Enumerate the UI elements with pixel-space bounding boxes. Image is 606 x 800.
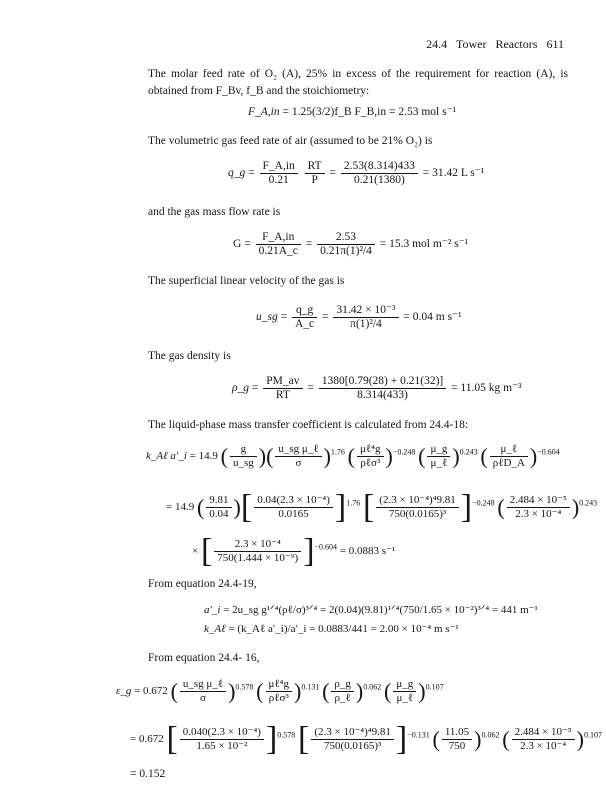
denominator: 0.21 — [260, 173, 298, 187]
numerator: PM_av — [266, 375, 300, 387]
denominator: ρ_ℓ — [331, 691, 354, 705]
fraction — [180, 678, 226, 705]
paragraph-eq-24-4-16: From equation 24.4- 16, — [148, 652, 260, 664]
equation-density: ρ_g = $\frac{PM\_av}{RT}$ = $\frac{1380[0.79(28) + 0.21(32)]}{8.314(433)}$ = 11.05 kg m⁻³ — [232, 375, 522, 401]
fraction — [180, 726, 264, 753]
numerator: 9.81 — [209, 494, 229, 506]
fraction — [333, 304, 398, 331]
fraction — [512, 726, 575, 753]
fraction — [206, 494, 231, 521]
numerator: (2.3 × 10⁻⁴)⁴9.81 — [379, 494, 456, 506]
denominator: 2.3 × 10⁻⁴ — [507, 507, 570, 521]
equation-kla-general: k_Aℓ a′_i = 14.9 ( $\frac{g}{u\_sg}$ )( $\frac{\text{u\_sg μ\_ℓ}}{\sigma}$ )$^{1.76}$ ( $\frac{\text{μℓ⁴g}}{\text{ρℓσ³}}$ )$^{-0.248}$ ( $\frac{\mu\_g}{\text{μ\_ℓ}}$ )$^{0.243}$ ( $\frac{\text{μ\_ℓ}}{\text{ρℓD\_A}}$ )$^{-0.604}$ — [146, 443, 560, 469]
exponent: −0.248 — [472, 498, 495, 508]
exponent: 0.107 — [425, 682, 444, 692]
numerator: u_sg μ_ℓ — [182, 678, 224, 690]
numerator: 2.3 × 10⁻⁴ — [234, 538, 281, 550]
fraction — [230, 443, 257, 470]
numerator: 2.484 × 10⁻⁵ — [514, 726, 572, 738]
eq-lhs: F_A,in — [248, 106, 280, 118]
denominator: 0.21(1380) — [341, 173, 418, 187]
eq-rhs: = (k_Aℓ a′_i)/a′_i = 0.0883/441 = 2.00 × 10⁻⁴ m s⁻¹ — [228, 623, 459, 635]
exponent: −0.604 — [537, 447, 560, 457]
equation-holdup-result: = 0.152 — [130, 768, 166, 780]
numerator: 2.53 — [335, 231, 357, 243]
numerator: 0.04(2.3 × 10⁻⁴) — [257, 494, 330, 506]
paragraph-feed-rate: The molar feed rate of O₂ (A), 25% in excess of the requirement for reaction (A), is obtained from F_Bv, f_B and the stoichiometry: — [148, 68, 568, 97]
numerator: 2.53(8.314)433 — [343, 160, 415, 172]
numerator: 0.040(2.3 × 10⁻⁴) — [182, 726, 261, 738]
eq-coef: = 14.9 — [166, 501, 195, 514]
paragraph-mass-flow: and the gas mass flow rate is — [148, 206, 281, 218]
paragraph-eq-24-4-19: From equation 24.4-19, — [148, 578, 257, 590]
eq-lhs: q_g — [228, 167, 246, 180]
fraction — [266, 678, 293, 705]
numerator: μℓ⁴g — [360, 443, 381, 455]
numerator: 1380[0.79(28) + 0.21(32)] — [321, 375, 444, 387]
numerator: 31.42 × 10⁻³ — [336, 304, 396, 316]
fraction — [317, 231, 375, 258]
fraction — [214, 538, 301, 565]
fraction — [490, 443, 528, 470]
eq-result: = 11.05 kg m⁻³ — [451, 382, 522, 395]
fraction — [275, 443, 321, 470]
eq-lhs: k_Aℓ — [204, 623, 226, 635]
header-title: Tower Reactors — [455, 37, 538, 51]
equation-velocity: u_sg = $\frac{q\_g}{A\_c}$ = $\frac{\text{31.42 × 10⁻³}}{\text{π(1)²/4}}$ = 0.04 m s⁻¹ — [256, 304, 462, 330]
paragraph-kla: The liquid-phase mass transfer coefficient is calculated from 24.4-18: — [148, 419, 469, 431]
denominator: 2.3 × 10⁻⁴ — [512, 739, 575, 753]
eq-lhs: ε_g — [116, 685, 132, 698]
eq-rhs: = 2u_sg g¹ᐟ⁴(ρℓ/σ)³ᐟ⁴ = 2(0.04)(9.81)¹ᐟ⁴(750/1.65 × 10⁻²)³ᐟ⁴ = 441 m⁻¹ — [223, 604, 538, 616]
fraction — [393, 678, 416, 705]
equation-kla-numeric-cont: × [ $\frac{\text{2.3 × 10⁻⁴}}{\text{750(1.444 × 10⁻⁹)}}$ ]$^{-0.604}$ = 0.0883 s⁻¹ — [192, 532, 396, 570]
fraction — [357, 443, 384, 470]
fraction — [331, 678, 354, 705]
exponent: 1.76 — [330, 447, 345, 457]
denominator: μ_ℓ — [427, 456, 450, 470]
denominator: ρℓD_A — [490, 456, 528, 470]
denominator: 1.65 × 10⁻² — [180, 739, 264, 753]
exponent: 0.131 — [301, 682, 320, 692]
numerator: ρ_g — [334, 678, 351, 690]
fraction — [341, 160, 418, 187]
fraction — [442, 726, 472, 753]
eq-rhs: = 1.25(3/2)f_B F_B,in = 2.53 mol s⁻¹ — [282, 106, 457, 118]
numerator: u_sg μ_ℓ — [278, 443, 319, 455]
denominator: σ — [275, 456, 321, 470]
eq-lhs: a′_i — [204, 604, 221, 616]
denominator: ρℓσ³ — [357, 456, 384, 470]
equation-kal — [204, 622, 459, 635]
fraction — [256, 231, 301, 258]
denominator: π(1)²/4 — [333, 317, 398, 331]
eq-coef: = 0.672 — [134, 685, 168, 698]
numerator: q_g — [295, 304, 314, 316]
exponent: −0.131 — [407, 730, 430, 740]
equation-volumetric: q_g = $\frac{F\_A,in}{0.21}$ $\frac{RT}{P}$ = $\frac{2.53(8.314)433}{0.21(1380)}$ = 31.42 L s⁻¹ — [228, 160, 485, 186]
denominator: 0.21A_c — [256, 244, 301, 258]
eq-lhs: G — [233, 238, 242, 251]
denominator: 0.21π(1)²/4 — [317, 244, 375, 258]
eq-result: = 15.3 mol m⁻² s⁻¹ — [379, 238, 469, 251]
paragraph-velocity: The superficial linear velocity of the gas is — [148, 275, 345, 287]
denominator: 750(0.0165)³ — [376, 507, 459, 521]
paragraph-density: The gas density is — [148, 350, 231, 362]
exponent: 0.578 — [277, 730, 296, 740]
numerator: μ_g — [430, 443, 448, 455]
eq-result: = 0.0883 s⁻¹ — [339, 545, 396, 558]
numerator: μ_g — [396, 678, 414, 690]
fraction — [305, 160, 325, 187]
denominator: 750(1.444 × 10⁻⁹) — [214, 551, 301, 565]
fraction — [376, 494, 459, 521]
numerator: g — [240, 443, 247, 455]
exponent: 0.062 — [363, 682, 382, 692]
numerator: μℓ⁴g — [268, 678, 290, 690]
page-number: 611 — [546, 37, 564, 51]
fraction — [254, 494, 333, 521]
numerator: μ_ℓ — [500, 443, 518, 455]
fraction — [427, 443, 450, 470]
numerator: 11.05 — [444, 726, 470, 738]
denominator: 750 — [442, 739, 472, 753]
denominator: u_sg — [230, 456, 257, 470]
equation-interfacial-area — [204, 603, 538, 616]
paragraph-volumetric: The volumetric gas feed rate of air (assumed to be 21% O₂) is — [148, 135, 433, 147]
denominator: P — [305, 173, 325, 187]
running-header — [426, 37, 564, 52]
denominator: σ — [180, 691, 226, 705]
denominator: μ_ℓ — [393, 691, 416, 705]
fraction — [311, 726, 394, 753]
exponent: 1.76 — [346, 498, 361, 508]
equation-mass-flow: G = $\frac{F\_A,in}{0.21A\_c}$ = $\frac{2.53}{\text{0.21π(1)²/4}}$ = 15.3 mol m⁻² s⁻¹ — [233, 231, 469, 257]
fraction — [260, 160, 298, 187]
equation-feed-rate — [248, 104, 456, 118]
exponent: 0.107 — [584, 730, 602, 740]
denominator: 750(0.0165)³ — [311, 739, 394, 753]
equation-kla-numeric: = 14.9 ( $\frac{9.81}{0.04}$ )[ $\frac{\text{0.04(2.3 × 10⁻⁴)}}{0.0165}$ ]$^{1.76}$ [ $\frac{\text{(2.3 × 10⁻⁴)⁴9.81}}{\text{750(0.0165)³}}$ ]$^{-0.248}$ ( $\frac{\text{2.484 × 10⁻⁵}}{\text{2.3 × 10⁻⁴}}$ )$^{0.243}$ — [166, 488, 598, 526]
numerator: F_A,in — [262, 231, 295, 243]
exponent: −0.604 — [314, 542, 338, 552]
exponent: 0.062 — [481, 730, 500, 740]
exponent: 0.578 — [235, 682, 254, 692]
fraction — [263, 375, 302, 402]
numerator: (2.3 × 10⁻⁴)⁴9.81 — [314, 726, 391, 738]
eq-result: = 0.04 m s⁻¹ — [403, 311, 462, 324]
denominator: 0.04 — [206, 507, 231, 521]
eq-lhs: ρ_g — [232, 382, 250, 395]
eq-coef: = 14.9 — [189, 450, 218, 463]
numerator: F_A,in — [262, 160, 295, 172]
numerator: RT — [307, 160, 322, 172]
exponent: 0.243 — [579, 498, 598, 508]
eq-lhs: k_Aℓ a′_i — [146, 450, 187, 463]
numerator: 2.484 × 10⁻⁵ — [509, 494, 567, 506]
eq-lhs: u_sg — [256, 311, 278, 324]
exponent: 0.243 — [459, 447, 478, 457]
denominator: ρℓσ³ — [266, 691, 293, 705]
exponent: −0.248 — [392, 447, 416, 457]
denominator: 0.0165 — [254, 507, 333, 521]
denominator: RT — [263, 388, 302, 402]
denominator: A_c — [292, 317, 317, 331]
fraction — [292, 304, 317, 331]
equation-holdup-numeric: = 0.672 [ $\frac{\text{0.040(2.3 × 10⁻⁴)}}{\text{1.65 × 10⁻²}}$ ]$^{0.578}$ [ $\frac{\text{(2.3 × 10⁻⁴)⁴9.81}}{\text{750(0.0165)³}}$ ]$^{-0.131}$ ( $\frac{11.05}{750}$ )$^{0.062}$ ( $\frac{\text{2.484 × 10⁻⁵}}{\text{2.3 × 10⁻⁴}}$ )$^{0.107}$ — [130, 720, 602, 758]
denominator: 8.314(433) — [319, 388, 446, 402]
header-section: 24.4 — [426, 37, 448, 51]
times-sign: × — [192, 545, 199, 558]
equation-holdup-general: ε_g = 0.672 ( $\frac{\text{u\_sg μ\_ℓ}}{\sigma}$ )$^{0.578}$ ( $\frac{\text{μℓ⁴g}}{\text{ρℓσ³}}$ )$^{0.131}$ ( $\frac{\rho\_g}{\text{ρ\_ℓ}}$ )$^{0.062}$ ( $\frac{\mu\_g}{\text{μ\_ℓ}}$ )$^{0.107}$ — [116, 678, 444, 704]
eq-coef: = 0.672 — [130, 733, 164, 746]
fraction — [319, 375, 446, 402]
eq-result: = 31.42 L s⁻¹ — [422, 167, 485, 180]
fraction — [507, 494, 570, 521]
